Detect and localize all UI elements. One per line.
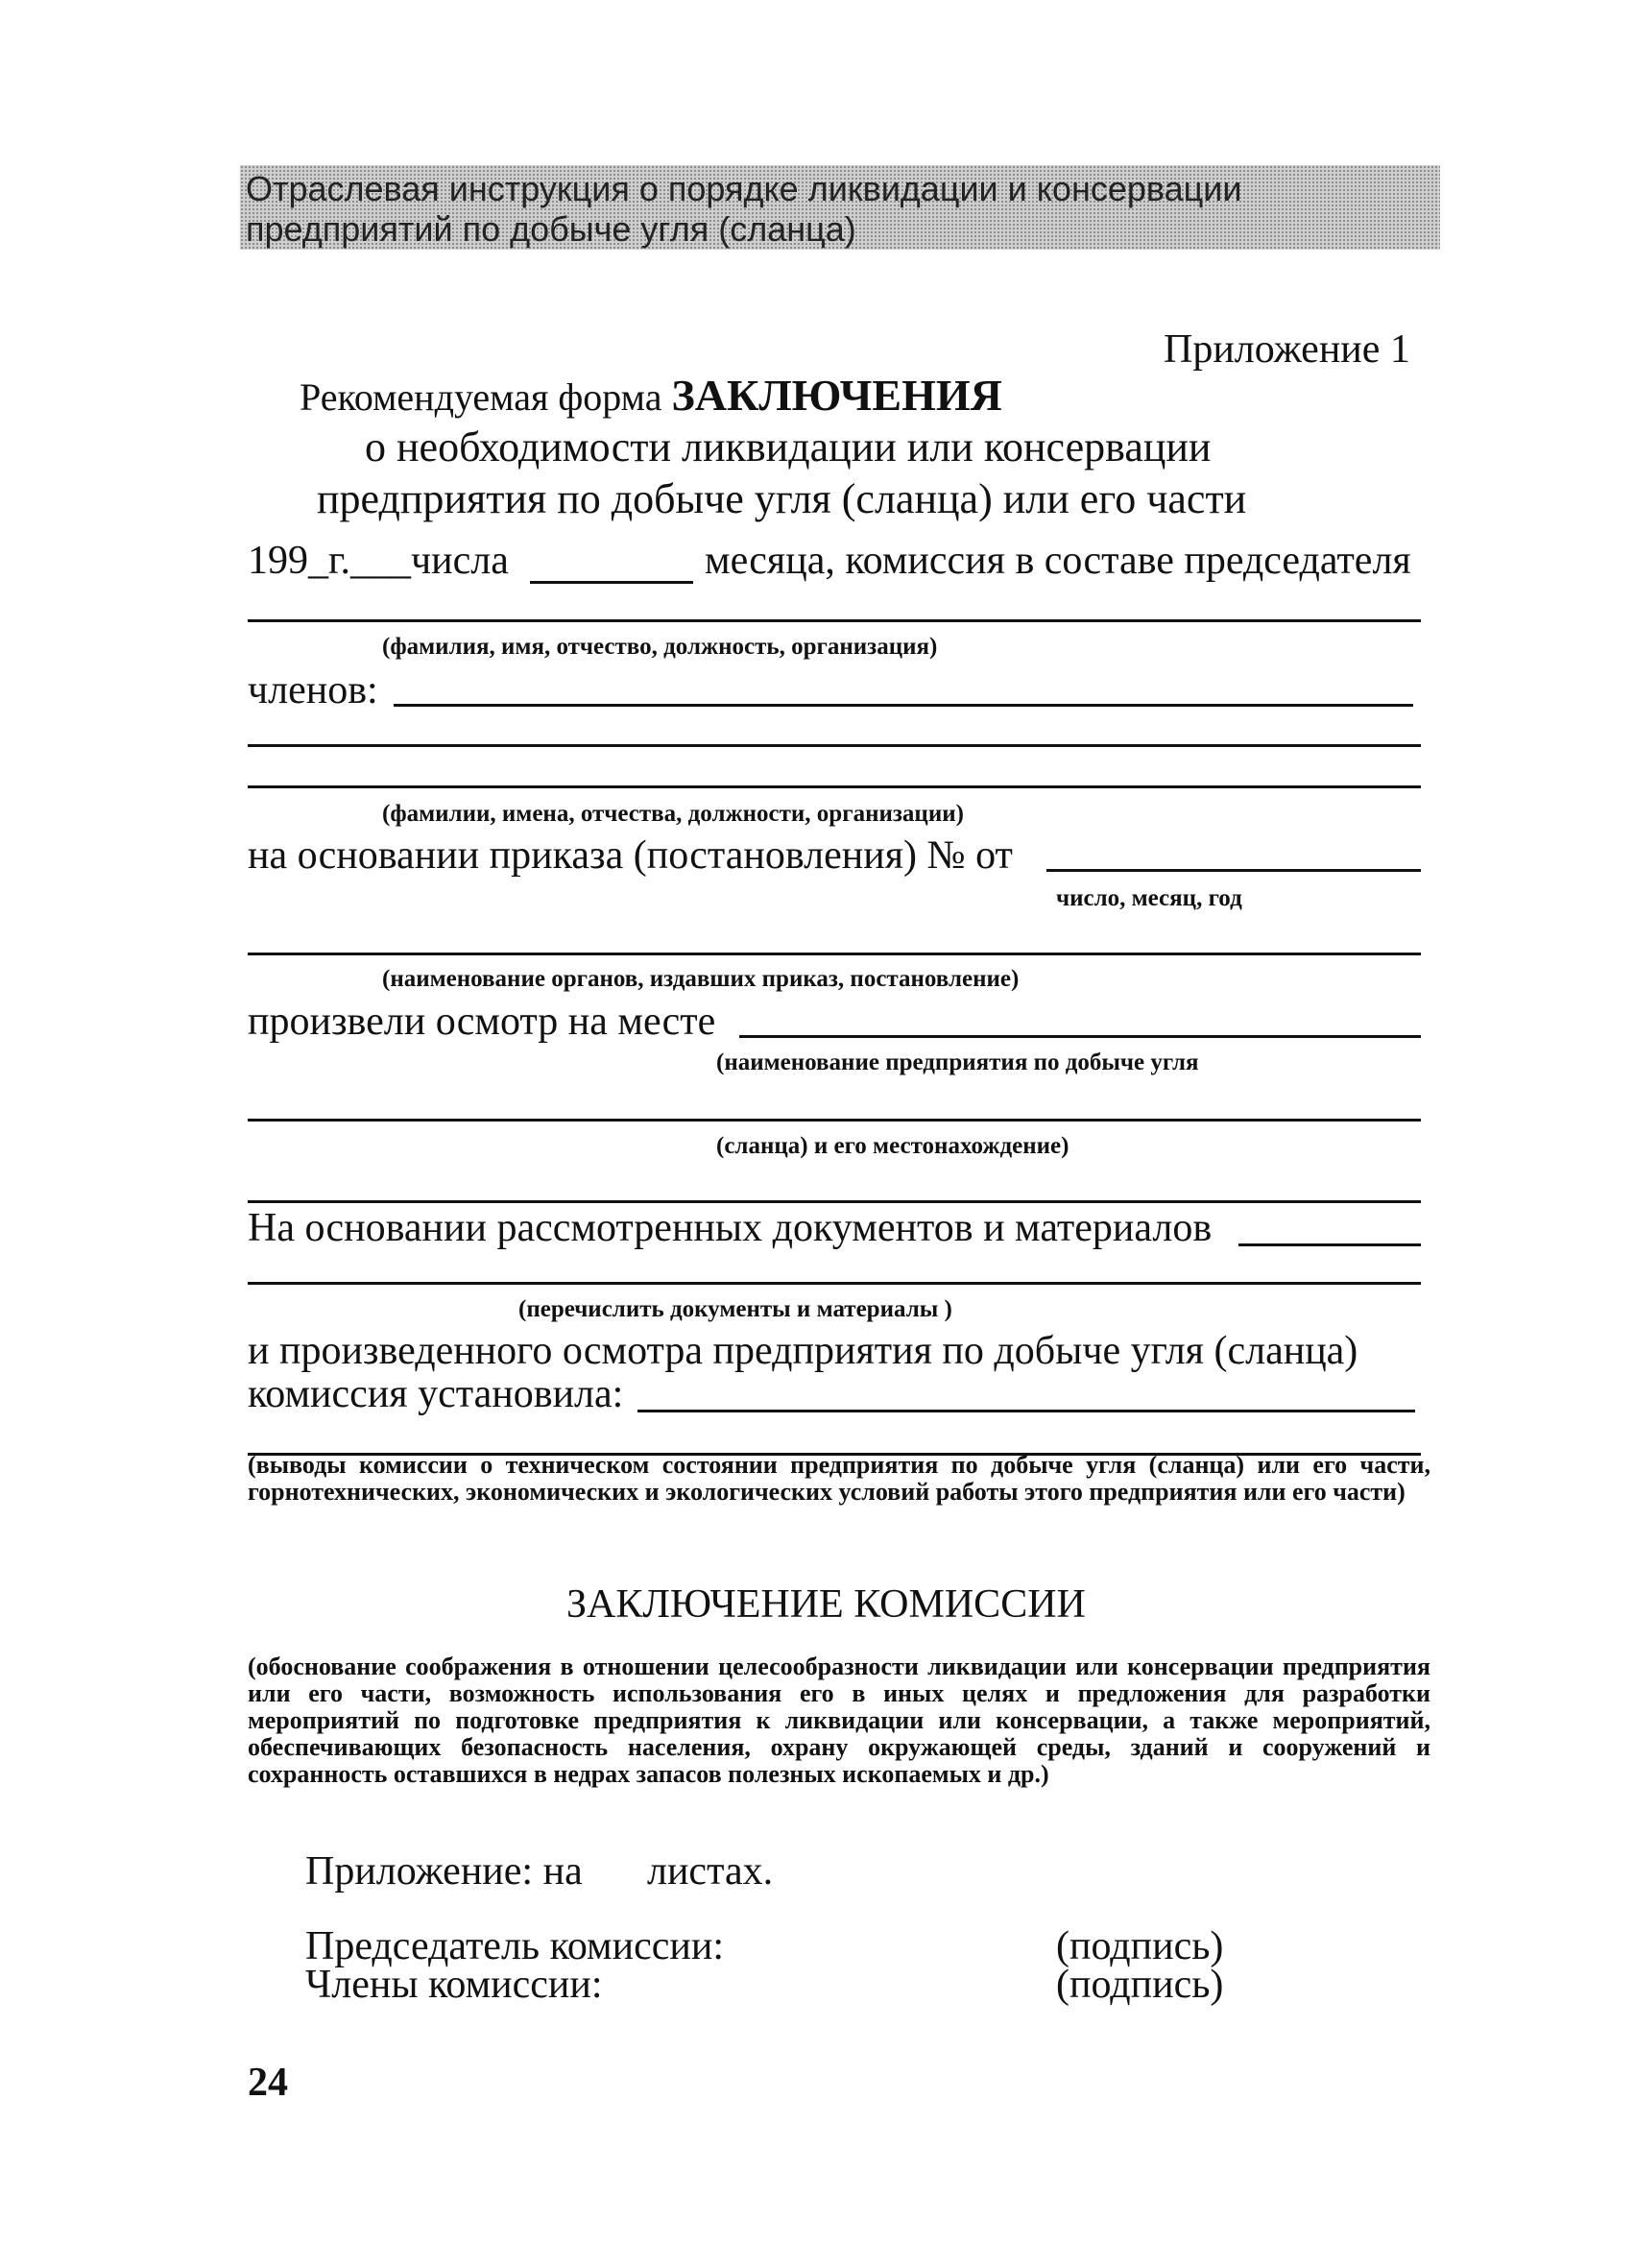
date-year: 199_г.___ [248,539,411,583]
date-month-label: месяца, комиссия в составе председателя [705,539,1411,583]
signature-field-2: (подпись) [1056,1963,1224,2007]
attachment-suffix: листах. [647,1849,774,1894]
signature-field-1: (подпись) [1056,1924,1224,1968]
title-line-3: предприятия по добыче угля (сланца) или его части [317,475,1247,522]
date-line [248,538,509,584]
title-main: ЗАКЛЮЧЕНИЯ [671,371,1002,420]
conclusions-note: (выводы комиссии о техническом состоянии предприятия по добыче угля (сланца) или его части, горнотехнических, экономических и экологических условий работы этого предприятия или его части) [248,1451,1430,1506]
inspection-blank-line [739,1035,1421,1038]
caption-members: (фамилии, имена, отчества, должности, организации) [382,801,964,827]
caption-enterprise-2: (сланца) и его местонахождение) [716,1133,1069,1159]
chair-signature-label: Председатель комиссии: [305,1924,724,1968]
members-blank-line-2 [248,744,1421,747]
month-blank-line [530,581,693,584]
header-line-1: Отраслевая инструкция о порядке ликвидации и консервации [246,169,1242,208]
documents-blank-line-2 [248,1282,1421,1285]
commission-note: (обоснование соображения в отношении целесообразности ликвидации или консервации предприятия или его части, возможность использования его в иных целях и предложения для разработки мероприятий по подготовке предприятия к ликвидации или консервации, а также мероприятий, обеспечивающих безопасность населения, охрану окружающей среды, зданий и сооружений и сохранность оставшихся в недрах запасов полезных ископаемых и др.) [248,1653,1430,1788]
members-blank-line-3 [248,785,1421,788]
documents-label: На основании рассмотренных документов и материалов [248,1206,1213,1250]
established-blank-line [637,1410,1415,1412]
caption-enterprise-1: (наименование предприятия по добыче угля [716,1050,1199,1075]
enterprise-blank-line [248,1119,1421,1122]
caption-date: число, месяц, год [1056,885,1242,911]
title-prefix: Рекомендуемая форма [300,375,662,419]
date-day-label: числа [411,539,509,583]
order-label: на основании приказа (постановления) № от [248,833,1013,878]
inspection-label: произвели осмотр на месте [248,1000,716,1044]
attachment-label: Приложение: на [305,1849,583,1894]
documents-top-line [248,1200,1421,1203]
chair-blank-line [248,619,1421,622]
members-blank-line-1 [394,704,1413,707]
members-signature-label: Члены комиссии: [305,1963,603,2007]
title-line-1 [300,370,1002,421]
members-label: членов: [248,668,378,712]
established-line-1: и произведенного осмотра предприятия по добыче угля (сланца) [248,1329,1358,1373]
appendix-label: Приложение 1 [1164,327,1410,372]
header-line-2: предприятий по добыче угля (сланца) [246,209,856,249]
page-number: 24 [248,2061,288,2105]
running-header [246,169,1241,250]
caption-chair: (фамилия, имя, отчество, должность, организация) [382,634,938,660]
commission-heading: ЗАКЛЮЧЕНИЕ КОМИССИИ [566,1582,1086,1627]
organs-blank-line [248,953,1421,955]
caption-documents: (перечислить документы и материалы ) [518,1296,952,1322]
documents-blank-line [1238,1243,1421,1246]
order-blank-line [1046,869,1421,872]
caption-organs: (наименование органов, издавших приказ, постановление) [382,966,1020,992]
title-line-2: о необходимости ликвидации или консервации [365,423,1212,470]
established-label: комиссия установила: [248,1372,624,1416]
